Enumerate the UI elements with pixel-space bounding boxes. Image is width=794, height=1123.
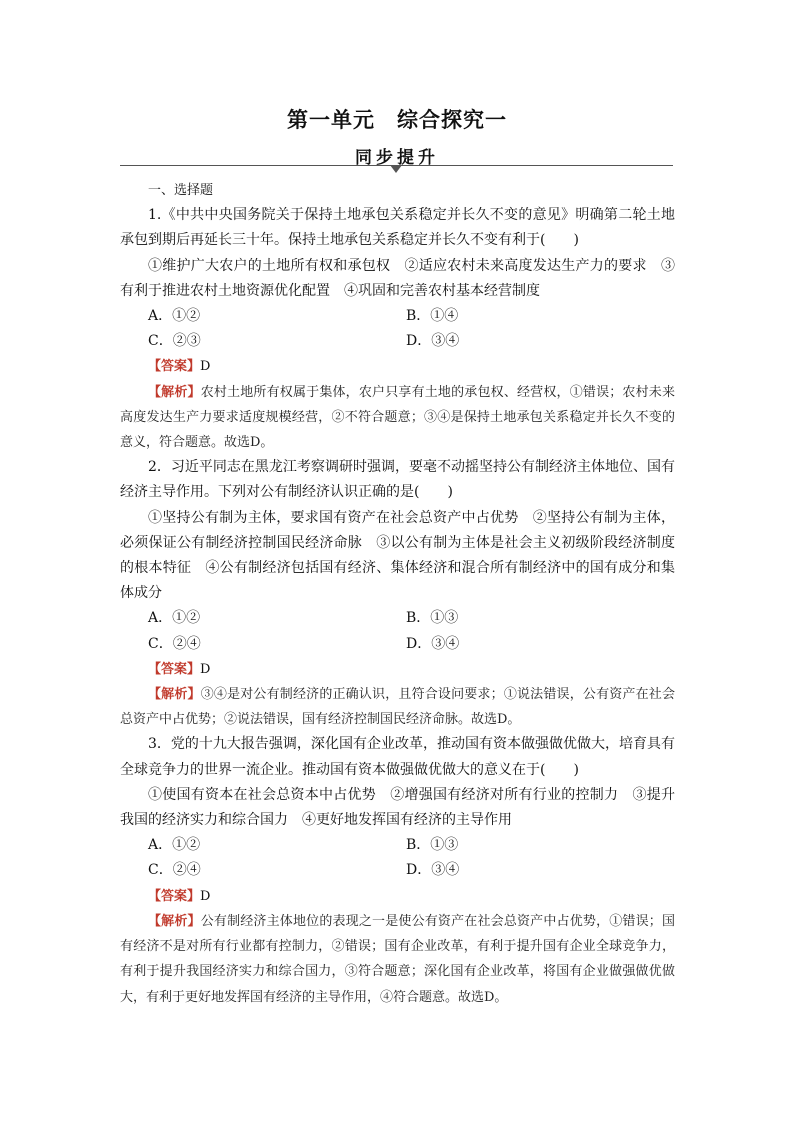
- section-subtitle: 同步提升: [355, 148, 439, 168]
- question-2: [120, 455, 675, 732]
- section-heading: 一、选择题: [148, 183, 214, 198]
- answer-line: [120, 354, 675, 379]
- analysis-label: 【解析】: [148, 384, 201, 400]
- choice-d: D．③④: [406, 635, 460, 652]
- answer-value: D: [200, 888, 211, 904]
- worksheet-content: [120, 178, 675, 1010]
- choice-row: [120, 606, 675, 631]
- analysis-text: ③④是对公有制经济的正确认识，且符合设问要求；①说法错误，公有资产在社会总资产中占优势；②说法错误，国有经济控制国民经济命脉。故选D。: [120, 687, 675, 728]
- choice-d: D．③④: [406, 333, 460, 350]
- choice-b: B．①③: [406, 610, 459, 627]
- answer-line: [120, 884, 675, 909]
- analysis-paragraph: [120, 909, 675, 1010]
- analysis-paragraph: [120, 682, 675, 732]
- analysis-text: 农村土地所有权属于集体，农户只享有土地的承包权、经营权，①错误；农村未来高度发达生产力要求适度规模经营，②不符合题意；③④是保持土地承包关系稳定并长久不变的意义，符合题意。故选D。: [120, 384, 675, 451]
- choice-a: A．①②: [148, 837, 201, 854]
- choice-row: [120, 329, 675, 354]
- choice-b: B．①④: [406, 308, 459, 325]
- analysis-paragraph: [120, 380, 675, 456]
- question-3: [120, 732, 675, 1009]
- question-1: [120, 203, 675, 455]
- choice-a: A．①②: [148, 610, 201, 627]
- answer-label: 【答案】: [148, 661, 201, 677]
- answer-label: 【答案】: [148, 888, 201, 904]
- choice-row: [120, 632, 675, 657]
- choice-c: C．②③: [148, 333, 201, 350]
- analysis-label: 【解析】: [148, 687, 201, 703]
- page-title: 第一单元 综合探究一: [287, 108, 507, 132]
- choice-a: A．①②: [148, 308, 201, 325]
- answer-line: [120, 657, 675, 682]
- answer-value: D: [200, 661, 211, 677]
- question-stem: 2．习近平同志在黑龙江考察调研时强调，要毫不动摇坚持公有制经济主体地位、国有经济主导作用。下列对公有制经济认识正确的是( ): [120, 459, 675, 501]
- divider-triangle-icon: [390, 165, 402, 173]
- choice-c: C．②④: [148, 635, 201, 652]
- question-options: ①使国有资本在社会总资本中占优势 ②增强国有经济对所有行业的控制力 ③提升我国的经济实力和综合国力 ④更好地发挥国有经济的主导作用: [120, 786, 675, 829]
- analysis-text: 公有制经济主体地位的表现之一是使公有资产在社会总资产中占优势，①错误；国有经济不是对所有行业都有控制力，②错误；国有企业改革，有利于提升国有企业全球竞争力，有利于提升我国经济实力和综合国力，③符合题意；深化国有企业改革，将国有企业做强做优做大，有利于更好地发挥国有经济的主导作用，④符合题意。故选D。: [120, 913, 675, 1005]
- answer-label: 【答案】: [148, 359, 201, 375]
- choice-d: D．③④: [406, 862, 460, 879]
- answer-value: D: [200, 359, 211, 375]
- question-options: ①坚持公有制为主体，要求国有资产在社会总资产中占优势 ②坚持公有制为主体，必须保证公有制经济控制国民经济命脉 ③以公有制为主体是社会主义初级阶段经济制度的根本特征 ④公有制经济包括国有经济、集体经济和混合所有制经济中的国有成分和集体成分: [120, 509, 675, 602]
- choice-row: [120, 833, 675, 858]
- question-options: ①维护广大农户的土地所有权和承包权 ②适应农村未来高度发达生产力的要求 ③有利于推进农村土地资源优化配置 ④巩固和完善农村基本经营制度: [120, 257, 675, 299]
- question-stem: 1.《中共中央国务院关于保持土地承包关系稳定并长久不变的意见》明确第二轮土地承包到期后再延长三十年。保持土地承包关系稳定并长久不变有利于( ): [120, 207, 675, 249]
- choice-row: [120, 304, 675, 329]
- choice-b: B．①③: [406, 837, 459, 854]
- choice-row: [120, 858, 675, 883]
- analysis-label: 【解析】: [148, 913, 201, 929]
- question-stem: 3．党的十九大报告强调，深化国有企业改革，推动国有资本做强做优做大，培育具有全球竞争力的世界一流企业。推动国有资本做强做优做大的意义在于( ): [120, 736, 675, 778]
- choice-c: C．②④: [148, 862, 201, 879]
